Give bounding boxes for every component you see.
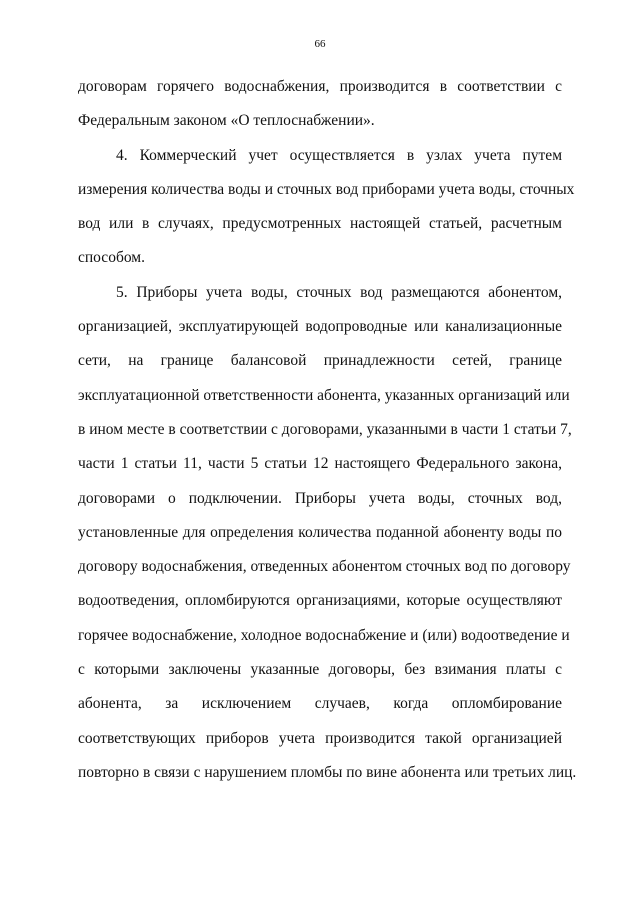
document-body xyxy=(78,76,577,796)
text-line: договорами о подключении. Приборы учета воды, сточных вод, xyxy=(78,489,562,507)
text-line: договору водоснабжения, отведенных абонентом сточных вод по договору xyxy=(78,558,571,576)
text-line: эксплуатационной ответственности абонента, указанных организаций или xyxy=(78,386,570,404)
paragraph-2 xyxy=(78,145,575,282)
text-line: организацией, эксплуатирующей водопроводные или канализационные xyxy=(78,318,562,336)
text-line: договорам горячего водоснабжения, производится в соответствии с xyxy=(78,78,562,95)
text-line: повторно в связи с нарушением пломбы по вине абонента или третьих лиц. xyxy=(78,763,577,781)
text-line: 5. Приборы учета воды, сточных вод размещаются абонентом, xyxy=(116,283,562,301)
text-line: водоотведения, опломбируются организациями, которые осуществляют xyxy=(78,592,562,610)
text-line: с которыми заключены указанные договоры, без взимания платы с xyxy=(78,661,562,679)
text-line: установленные для определения количества поданной абоненту воды по xyxy=(78,523,562,541)
text-line: измерения количества воды и сточных вод приборами учета воды, сточных xyxy=(78,180,575,198)
paragraph-1 xyxy=(78,76,562,145)
page-number: 66 xyxy=(314,38,326,50)
text-line: соответствующих приборов учета производится такой организацией xyxy=(78,729,562,747)
text-line: сети, на границе балансовой принадлежности сетей, границе xyxy=(78,352,562,370)
text-line: части 1 статьи 11, части 5 статьи 12 настоящего Федерального закона, xyxy=(78,455,562,473)
text-line: горячее водоснабжение, холодное водоснабжение и (или) водоотведение и xyxy=(78,626,570,644)
paragraph-3 xyxy=(78,282,577,796)
text-line: способом. xyxy=(78,249,145,267)
text-line: абонента, за исключением случаев, когда опломбирование xyxy=(78,695,562,713)
text-line: в ином месте в соответствии с договорами, указанными в части 1 статьи 7, xyxy=(78,420,572,438)
text-line: 4. Коммерческий учет осуществляется в узлах учета путем xyxy=(116,146,562,164)
text-line: Федеральным законом «О теплоснабжении». xyxy=(78,112,375,130)
text-line: вод или в случаях, предусмотренных настоящей статьей, расчетным xyxy=(78,215,562,233)
